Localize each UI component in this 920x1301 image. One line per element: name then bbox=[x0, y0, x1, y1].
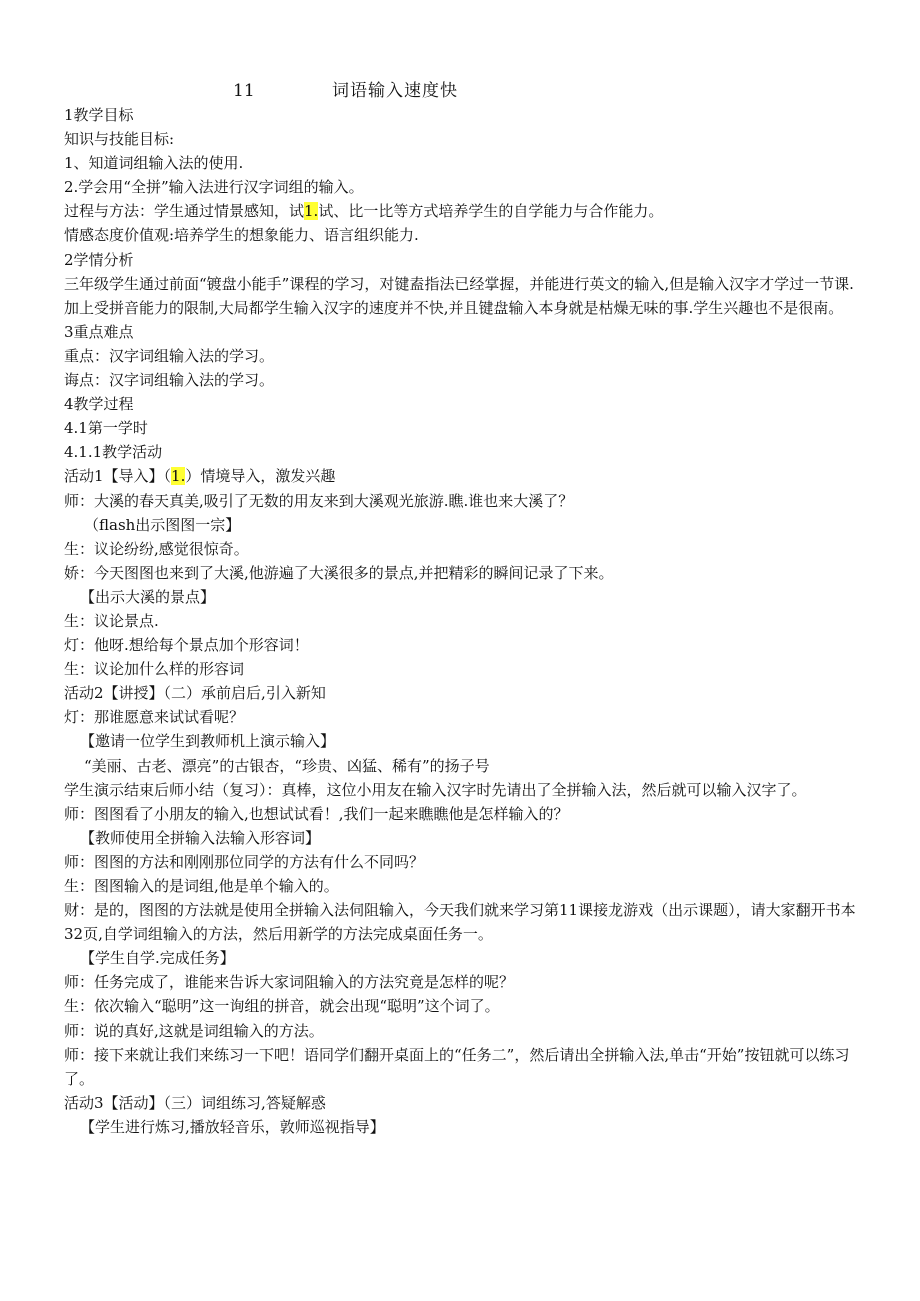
text-segment: 试、比一比等方式培养学生的自学能力与合作能力。 bbox=[318, 202, 664, 221]
text-line: 【邀请一位学生到教师机上演示输入】 bbox=[80, 732, 336, 751]
text-paragraph: 师：接下来就让我们来练习一下吧！语同学们翻开桌面上的“任务二”，然后请出全拼输入法,单击“开始”按钮就可以练习了。 bbox=[64, 1045, 850, 1088]
section-heading-key-points: 3重点难点 bbox=[64, 322, 134, 341]
highlight-mark: 1. bbox=[304, 202, 319, 221]
text-line: 知识与技能目标: bbox=[64, 130, 175, 149]
lesson-name: 词语输入速度快 bbox=[332, 81, 458, 101]
text-line: 情感态度价值观:培养学生的想象能力、语言组织能力. bbox=[64, 226, 419, 245]
text-line: 【教师使用全拼输入法输入形容词】 bbox=[80, 828, 321, 847]
text-line: “美丽、古老、漂亮”的古银杏，“珍贵、凶猛、稀有”的扬子号 bbox=[84, 756, 490, 775]
text-line: 生：依次输入“聪明”这一询组的拼音，就会出现“聪明”这个词了。 bbox=[64, 997, 500, 1016]
text-line: 2.学会用“全拼”输入法进行汉字词组的输入。 bbox=[64, 178, 364, 197]
text-line: 娇：今天图图也来到了大溪,他游遍了大溪很多的景点,并把精彩的瞬间记录了下来。 bbox=[64, 563, 614, 582]
text-line: 师：图图的方法和刚刚那位同学的方法有什么不同吗？ bbox=[64, 852, 425, 871]
highlight-mark: 1. bbox=[171, 467, 186, 486]
text-line: 【出示大溪的景点】 bbox=[80, 587, 216, 606]
section-heading-analysis: 2学情分析 bbox=[64, 250, 134, 269]
text-segment: 过程与方法：学生通过情景感知，试 bbox=[64, 202, 305, 221]
analysis-paragraph: 三年级学生通过前面“镀盘小能手”课程的学习，对键盍指法已经掌握，并能进行英文的输入,但是输入汉字才学过一节课.加上受拼音能力的限制,大局都学生输入汉字的速度并不快,并且键盘输入本身就是枯燥无味的事.学生兴趣也不是很南。 bbox=[64, 274, 854, 317]
text-line: 1、知道词组输入法的使用. bbox=[64, 154, 244, 173]
text-line: 生：议论纷纷,感觉很惊奇。 bbox=[64, 539, 249, 558]
text-paragraph: 学生演示结束后师小结（复习）：真棒，这位小用友在输入汉字时先请出了全拼输入法，然后就可以输入汉字了。 bbox=[64, 780, 807, 799]
document-body bbox=[64, 103, 864, 1139]
text-line: 生：议论加什么样的形容词 bbox=[64, 660, 245, 679]
text-line: 4.1.1教学活动 bbox=[64, 443, 163, 462]
text-line: 诲点：汉字词组输入法的学习。 bbox=[64, 371, 275, 390]
text-line: 灯：他呀.想给每个景点加个形容词！ bbox=[64, 636, 309, 655]
text-line: 灯：那谁愿意来试试看呢？ bbox=[64, 708, 245, 727]
text-segment: 活动1【导入】（ bbox=[64, 467, 172, 486]
text-paragraph: 财：是的，图图的方法就是使用全拼输入法伺阻输入，今天我们就来学习第11课接龙游戏（出示课题），请大家翻开书本32页,自学词组输入的方法，然后用新学的方法完成桌面任务一。 bbox=[64, 901, 856, 944]
text-line: 【学生进行炼习,播放轻音乐，敦师巡视指导】 bbox=[80, 1117, 385, 1136]
text-line: 重点：汉字词组输入法的学习。 bbox=[64, 346, 275, 365]
text-line: （flash出示图图一宗】 bbox=[84, 515, 241, 534]
text-segment: ）情境导入，激发兴趣 bbox=[185, 467, 336, 486]
activity-3-heading: 活动3【活动】（三）词组练习,答疑解惑 bbox=[64, 1093, 326, 1112]
text-line-process-method bbox=[64, 199, 864, 223]
text-line: 师：大溪的春天真美,吸引了无数的用友来到大溪观光旅游.瞧.谁也来大溪了？ bbox=[64, 491, 574, 510]
text-line: 4.1第一学时 bbox=[64, 419, 148, 438]
text-line: 师：任务完成了，谁能来告诉大家词阻输入的方法究竟是怎样的呢？ bbox=[64, 973, 515, 992]
lesson-number: 11 bbox=[233, 81, 255, 101]
text-line: 生：图图输入的是词组,他是单个输入的。 bbox=[64, 877, 339, 895]
section-heading-process: 4教学过程 bbox=[64, 395, 134, 414]
lesson-title bbox=[0, 79, 920, 103]
text-line: 师：说的真好,这就是词组输入的方法。 bbox=[64, 1021, 324, 1040]
text-line: 【学生自学.完成任务】 bbox=[80, 949, 235, 968]
section-heading-objectives: 1教学目标 bbox=[64, 106, 134, 124]
activity-1-heading bbox=[64, 464, 864, 488]
text-line: 生：议论景点. bbox=[64, 611, 159, 630]
activity-2-heading: 活动2【讲授】（二）承前启后,引入新知 bbox=[64, 684, 326, 703]
text-line: 师：图图看了小朋友的输入,也想试试看！,我们一起来瞧瞧他是怎样输入的？ bbox=[64, 804, 569, 823]
